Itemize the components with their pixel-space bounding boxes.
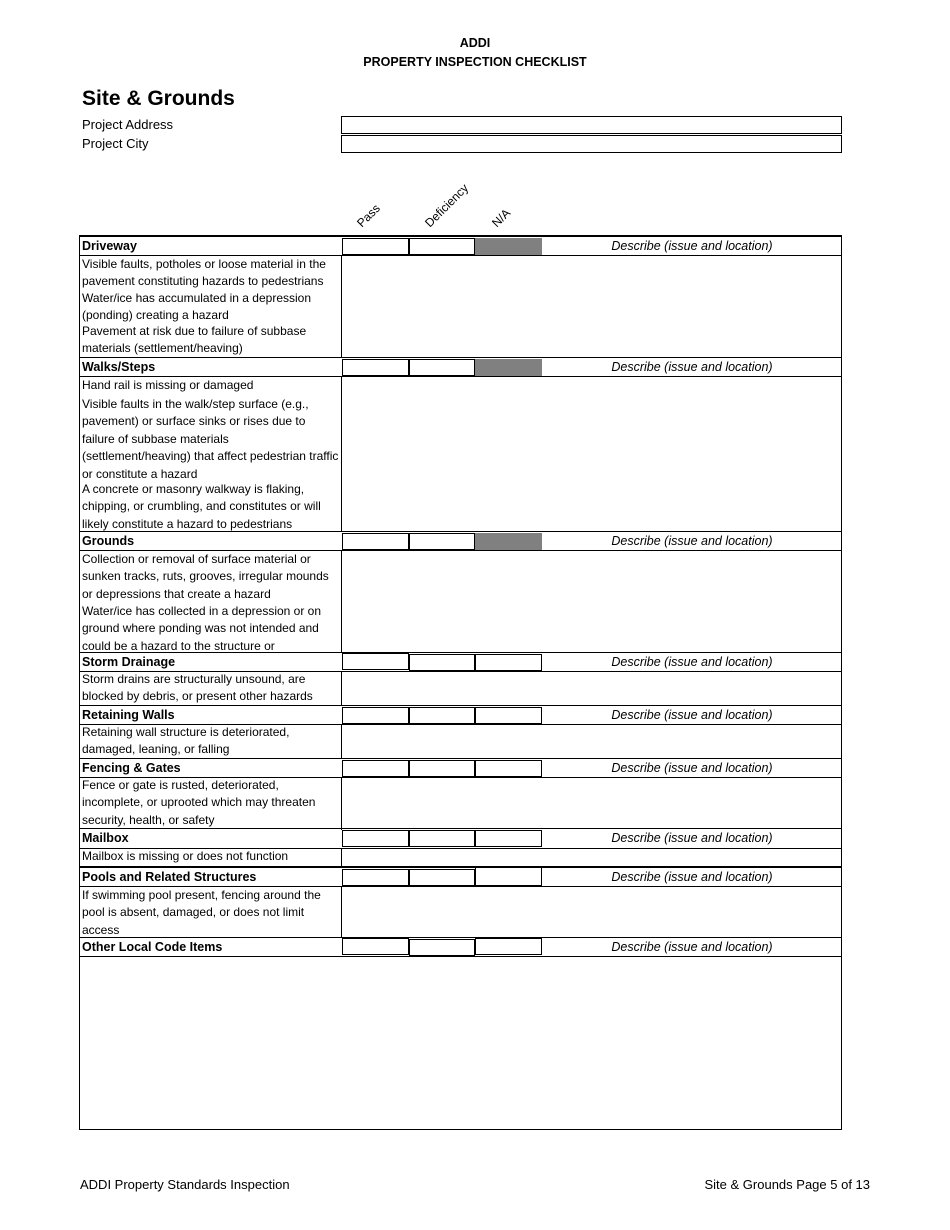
section-header-mailbox — [80, 828, 841, 849]
section-title: Walks/Steps — [82, 360, 156, 374]
section-title: Other Local Code Items — [82, 940, 223, 954]
deficiency-checkbox[interactable] — [409, 238, 475, 255]
na-checkbox[interactable] — [475, 707, 542, 724]
header-subtitle: PROPERTY INSPECTION CHECKLIST — [363, 55, 587, 69]
divider — [341, 671, 342, 706]
describe-label: Describe (issue and location) — [611, 940, 773, 954]
section-header-walks-steps — [80, 357, 841, 377]
divider — [341, 848, 342, 867]
list-item: A concrete or masonry walkway is flaking, chipping, or crumbling, and constitutes or will likely constitute a hazard to pedestrians — [82, 482, 321, 531]
divider — [341, 724, 342, 759]
list-item: Fence or gate is rusted, deteriorated, incomplete, or uprooted which may threaten security, health, or safety — [82, 778, 316, 827]
pass-checkbox[interactable] — [342, 869, 409, 886]
section-title: Driveway — [82, 239, 137, 253]
pass-checkbox[interactable] — [342, 760, 409, 777]
list-item: Visible faults in the walk/step surface (e.g., pavement) or surface sinks or rises due to failure of subbase materials (settlement/heaving) that affect pedestrian traffic or constitute a hazard — [82, 397, 339, 481]
deficiency-checkbox[interactable] — [409, 869, 475, 886]
na-checkbox[interactable] — [475, 938, 542, 955]
list-item: Hand rail is missing or damaged — [82, 378, 254, 392]
pass-checkbox[interactable] — [342, 707, 409, 724]
section-header-driveway — [80, 236, 841, 256]
na-checkbox[interactable] — [475, 760, 542, 777]
deficiency-checkbox[interactable] — [409, 830, 475, 847]
page-title: Site & Grounds — [82, 87, 235, 110]
pass-checkbox[interactable] — [342, 830, 409, 847]
list-item: If swimming pool present, fencing around the pool is absent, damaged, or does not limit access — [82, 888, 321, 937]
describe-label: Describe (issue and location) — [611, 360, 773, 374]
deficiency-checkbox[interactable] — [409, 760, 475, 777]
section-title: Storm Drainage — [82, 655, 176, 669]
na-checkbox[interactable] — [475, 654, 542, 671]
describe-label: Describe (issue and location) — [611, 761, 773, 775]
pass-checkbox[interactable] — [342, 533, 409, 550]
na-checkbox — [475, 238, 542, 255]
section-header-grounds — [80, 531, 841, 551]
section-header-retaining-walls — [80, 705, 841, 725]
divider — [341, 376, 342, 531]
list-item: Pavement at risk due to failure of subbase materials (settlement/heaving) — [82, 324, 307, 356]
pass-checkbox[interactable] — [342, 938, 409, 955]
deficiency-checkbox[interactable] — [409, 359, 475, 376]
describe-label: Describe (issue and location) — [611, 708, 773, 722]
describe-label: Describe (issue and location) — [611, 655, 773, 669]
footer-left: ADDI Property Standards Inspection — [80, 1177, 290, 1192]
section-title: Grounds — [82, 534, 135, 548]
list-item: Water/ice has accumulated in a depression (ponding) creating a hazard — [82, 291, 312, 323]
list-item: Retaining wall structure is deteriorated, damaged, leaning, or falling — [82, 725, 290, 757]
section-header-fencing-gates — [80, 758, 841, 778]
describe-label: Describe (issue and location) — [611, 239, 773, 253]
section-header-other-local-code — [80, 937, 841, 957]
project-address-label: Project Address — [82, 117, 174, 132]
section-header-storm-drainage — [80, 652, 841, 672]
na-checkbox — [475, 359, 542, 376]
list-item: Mailbox is missing or does not function — [82, 849, 289, 863]
divider — [341, 550, 342, 652]
deficiency-checkbox[interactable] — [409, 533, 475, 550]
na-checkbox[interactable] — [475, 830, 542, 847]
divider — [341, 886, 342, 937]
section-header-pools — [80, 866, 841, 887]
column-header-na: N/A — [489, 205, 514, 230]
deficiency-checkbox[interactable] — [409, 939, 475, 956]
deficiency-checkbox[interactable] — [409, 654, 475, 671]
header-org: ADDI — [459, 36, 491, 50]
section-title: Fencing & Gates — [82, 761, 181, 775]
list-item: Visible faults, potholes or loose material in the pavement constituting hazards to pedestrians — [82, 257, 326, 289]
section-title: Mailbox — [82, 831, 129, 845]
column-header-deficiency: Deficiency — [422, 180, 472, 230]
project-city-label: Project City — [82, 136, 149, 151]
project-city-field[interactable] — [341, 135, 842, 153]
column-header-pass: Pass — [354, 201, 383, 230]
na-checkbox — [475, 533, 542, 550]
list-item: Storm drains are structurally unsound, are blocked by debris, or present other hazards — [82, 672, 313, 704]
pass-checkbox[interactable] — [342, 653, 409, 670]
section-title: Pools and Related Structures — [82, 870, 257, 884]
list-item: Collection or removal of surface material or sunken tracks, ruts, grooves, irregular mounds or depressions that create a hazard — [82, 552, 329, 601]
describe-label: Describe (issue and location) — [611, 534, 773, 548]
footer-right: Site & Grounds Page 5 of 13 — [704, 1177, 870, 1192]
describe-label: Describe (issue and location) — [611, 831, 773, 845]
pass-checkbox[interactable] — [342, 238, 409, 255]
checklist-table — [79, 235, 842, 1130]
divider — [341, 255, 342, 358]
divider — [341, 777, 342, 830]
project-address-field[interactable] — [341, 116, 842, 134]
describe-label: Describe (issue and location) — [611, 870, 773, 884]
na-checkbox[interactable] — [475, 867, 542, 886]
section-title: Retaining Walls — [82, 708, 175, 722]
pass-checkbox[interactable] — [342, 359, 409, 376]
list-item: Water/ice has collected in a depression or on ground where ponding was not intended and could be a hazard to the structure or — [82, 604, 322, 653]
deficiency-checkbox[interactable] — [409, 707, 475, 724]
